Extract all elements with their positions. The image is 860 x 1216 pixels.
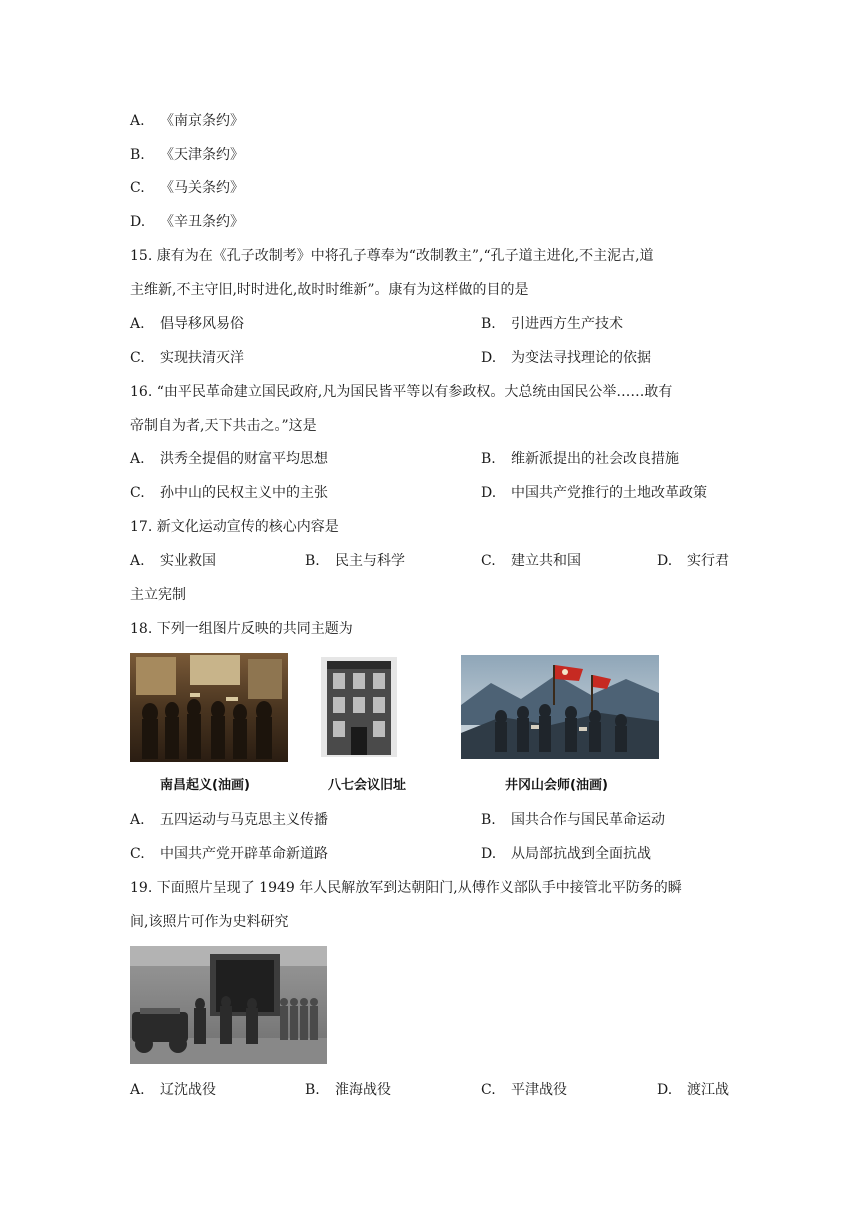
nanchang-uprising-painting	[130, 653, 288, 762]
q14-option-a: A. 《南京条约》	[130, 113, 244, 129]
q16-stem-line2: 帝制自为者,天下共击之。”这是	[130, 418, 317, 434]
q15-stem-line1: 15. 康有为在《孔子改制考》中将孔子尊奉为“改制教主”,“孔子道主进化,不主泥古,道	[130, 248, 654, 264]
q14-option-d: D. 《辛丑条约》	[130, 214, 244, 230]
q19-option-b: B. 淮海战役	[305, 1082, 391, 1098]
caption-jinggangshan: 井冈山会师(油画)	[505, 778, 608, 793]
q15-stem-line2: 主维新,不主守旧,时时进化,故时时维新”。康有为这样做的目的是	[130, 282, 529, 298]
q19-option-d: D. 渡江战	[657, 1082, 729, 1098]
q19-option-c: C. 平津战役	[481, 1082, 567, 1098]
q15-option-a: A. 倡导移风易俗	[130, 316, 244, 332]
caption-nanchang: 南昌起义(油画)	[160, 778, 250, 793]
q18-stem: 18. 下列一组图片反映的共同主题为	[130, 621, 353, 637]
q17-option-c: C. 建立共和国	[481, 553, 581, 569]
q15-option-b: B. 引进西方生产技术	[481, 316, 623, 332]
bayi-meeting-site-photo	[321, 657, 397, 757]
q17-option-a: A. 实业救国	[130, 553, 216, 569]
caption-bayi: 八七会议旧址	[328, 778, 407, 793]
q18-option-d: D. 从局部抗战到全面抗战	[481, 846, 651, 862]
q17-option-b: B. 民主与科学	[305, 553, 405, 569]
q16-stem-line1: 16. “由平民革命建立国民政府,凡为国民皆平等以有参政权。大总统由国民公举……敢有	[130, 384, 673, 400]
q15-option-d: D. 为变法寻找理论的依据	[481, 350, 651, 366]
q18-option-a: A. 五四运动与马克思主义传播	[130, 812, 328, 828]
q16-option-d: D. 中国共产党推行的土地改革政策	[481, 485, 707, 501]
q18-option-c: C. 中国共产党开辟革命新道路	[130, 846, 328, 862]
q15-option-c: C. 实现扶清灭洋	[130, 350, 244, 366]
q17-stem: 17. 新文化运动宣传的核心内容是	[130, 519, 339, 535]
q19-stem-line2: 间,该照片可作为史料研究	[130, 914, 289, 930]
q16-option-c: C. 孙中山的民权主义中的主张	[130, 485, 328, 501]
q14-option-b: B. 《天津条约》	[130, 147, 244, 163]
q16-option-a: A. 洪秀全提倡的财富平均思想	[130, 451, 328, 467]
q14-option-c: C. 《马关条约》	[130, 180, 244, 196]
chaoyangmen-takeover-photo	[130, 946, 327, 1064]
q17-option-d-wrap: 主立宪制	[130, 587, 186, 603]
q17-option-d: D. 实行君	[657, 553, 729, 569]
q16-option-b: B. 维新派提出的社会改良措施	[481, 451, 679, 467]
jinggangshan-meeting-painting	[461, 655, 659, 759]
q18-option-b: B. 国共合作与国民革命运动	[481, 812, 665, 828]
q19-option-a: A. 辽沈战役	[130, 1082, 216, 1098]
q19-stem-line1: 19. 下面照片呈现了 1949 年人民解放军到达朝阳门,从傅作义部队手中接管北平防务的瞬	[130, 880, 682, 896]
